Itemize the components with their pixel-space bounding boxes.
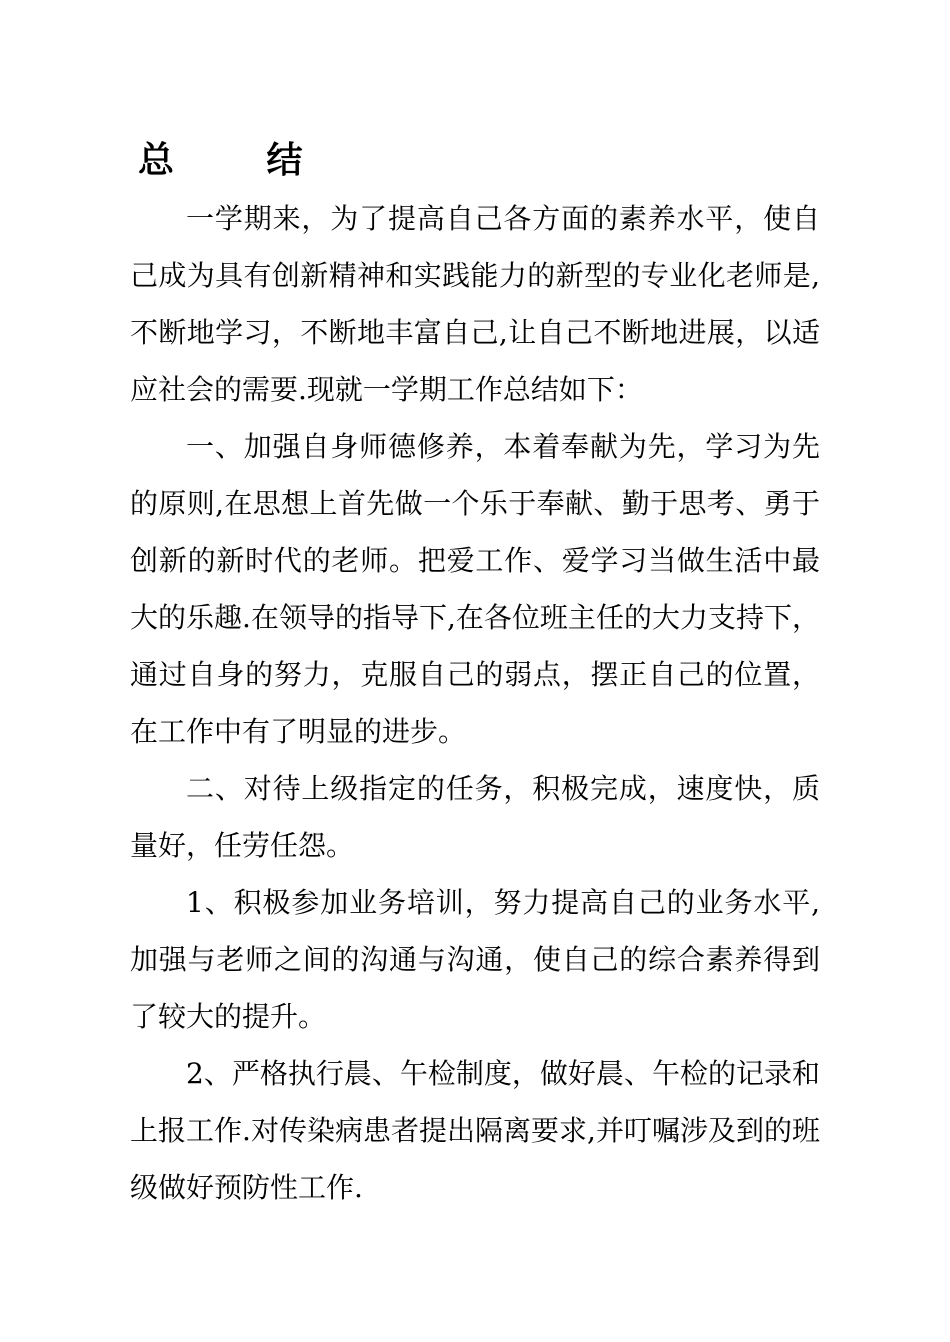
- document-title: 总 结: [138, 139, 343, 181]
- paragraph-section-1: 一、加强自身师德修养，本着奉献为先，学习为先的原则,在思想上首先做一个乐于奉献、勤于思考、勇于创新的新时代的老师。把爱工作、爱学习当做生活中最大的乐趣.在领导的指导下,在各位班主任的大力支持下，通过自身的努力，克服自己的弱点，摆正自己的位置，在工作中有了明显的进步。: [130, 430, 820, 748]
- paragraph-section-2: 二、对待上级指定的任务，积极完成，速度快，质量好，任劳任怨。: [130, 772, 820, 862]
- paragraph-item-1: 1、积极参加业务培训，努力提高自己的业务水平,加强与老师之间的沟通与沟通，使自己的综合素养得到了较大的提升。: [130, 886, 820, 1033]
- paragraph-item-2: 2、严格执行晨、午检制度，做好晨、午检的记录和上报工作.对传染病患者提出隔离要求,并叮嘱涉及到的班级做好预防性工作.: [130, 1057, 820, 1204]
- document-body: [130, 190, 820, 1216]
- paragraph-intro: 一学期来，为了提高自己各方面的素养水平，使自己成为具有创新精神和实践能力的新型的专业化老师是,不断地学习，不断地丰富自己,让自己不断地进展，以适应社会的需要.现就一学期工作总结如下：: [130, 202, 820, 406]
